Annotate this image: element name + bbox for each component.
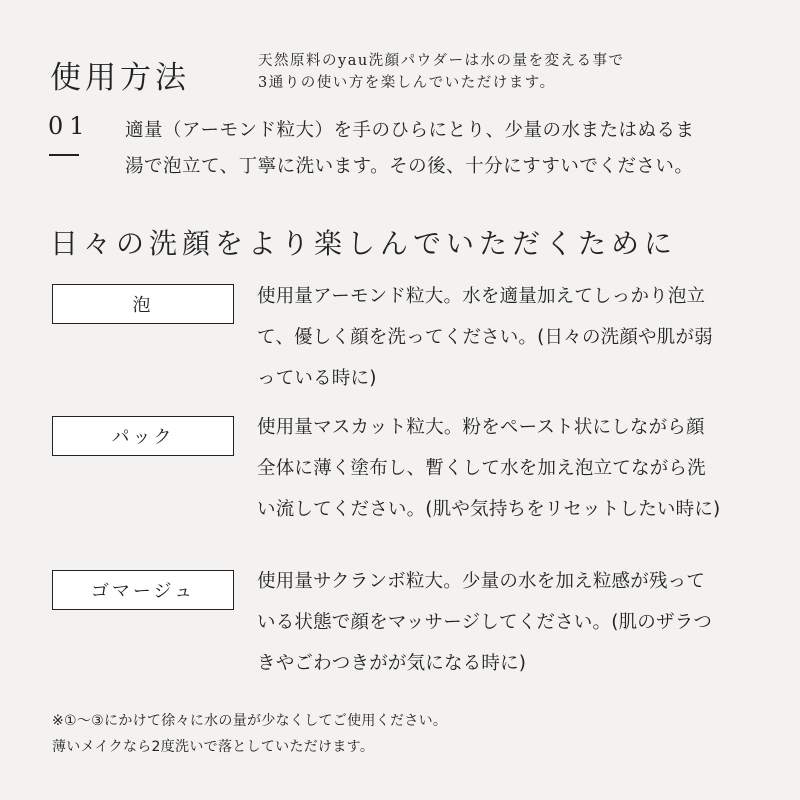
method-label-box	[52, 284, 234, 324]
intro-line: 3通りの使い方を楽しんでいただけます。	[258, 75, 556, 91]
method-description	[257, 276, 713, 399]
step-number: 01	[48, 112, 91, 140]
method-description-line: きやごわつきがが気になる時に)	[257, 653, 527, 674]
method-description-line: 全体に薄く塗布し、暫くして水を加え泡立てながら洗	[257, 458, 706, 479]
method-label: パック	[111, 427, 175, 448]
method-label: ゴマージュ	[90, 581, 196, 602]
basic-step-text	[125, 113, 694, 185]
method-description-line: て、優しく顔を洗ってください。(日々の洗顔や肌が弱	[257, 327, 713, 348]
section-title: 日々の洗顔をより楽しんでいただくために	[50, 227, 678, 260]
step-divider	[49, 154, 79, 156]
method-description-line: い流してください。(肌や気持ちをリセットしたい時に)	[257, 499, 721, 520]
method-description-line: 使用量サクランボ粒大。少量の水を加え粒感が残って	[257, 571, 706, 592]
method-label-box	[52, 570, 234, 610]
intro-line: 天然原料のyau洗顔パウダーは水の量を変える事で	[258, 53, 625, 69]
method-label: 泡	[132, 295, 154, 316]
method-description	[257, 561, 712, 684]
method-description-line: いる状態で顔をマッサージしてください。(肌のザラつ	[257, 612, 713, 633]
page-title: 使用方法	[50, 60, 190, 96]
method-description	[257, 407, 720, 530]
intro-text	[258, 50, 625, 94]
basic-step-line: 湯で泡立て、丁寧に洗います。その後、十分にすすいでください。	[125, 156, 694, 177]
method-description-line: 使用量マスカット粒大。粉をペースト状にしながら顔	[257, 417, 705, 438]
basic-step-line: 適量（アーモンド粒大）を手のひらにとり、少量の水またはぬるま	[125, 120, 695, 141]
footnote	[52, 708, 447, 760]
footnote-line: ※①〜③にかけて徐々に水の量が少なくしてご使用ください。	[52, 713, 448, 729]
footnote-line: 薄いメイクなら2度洗いで落としていただけます。	[52, 739, 375, 755]
method-label-box	[52, 416, 234, 456]
method-description-line: っている時に)	[257, 368, 377, 389]
method-description-line: 使用量アーモンド粒大。水を適量加えてしっかり泡立	[257, 286, 706, 307]
